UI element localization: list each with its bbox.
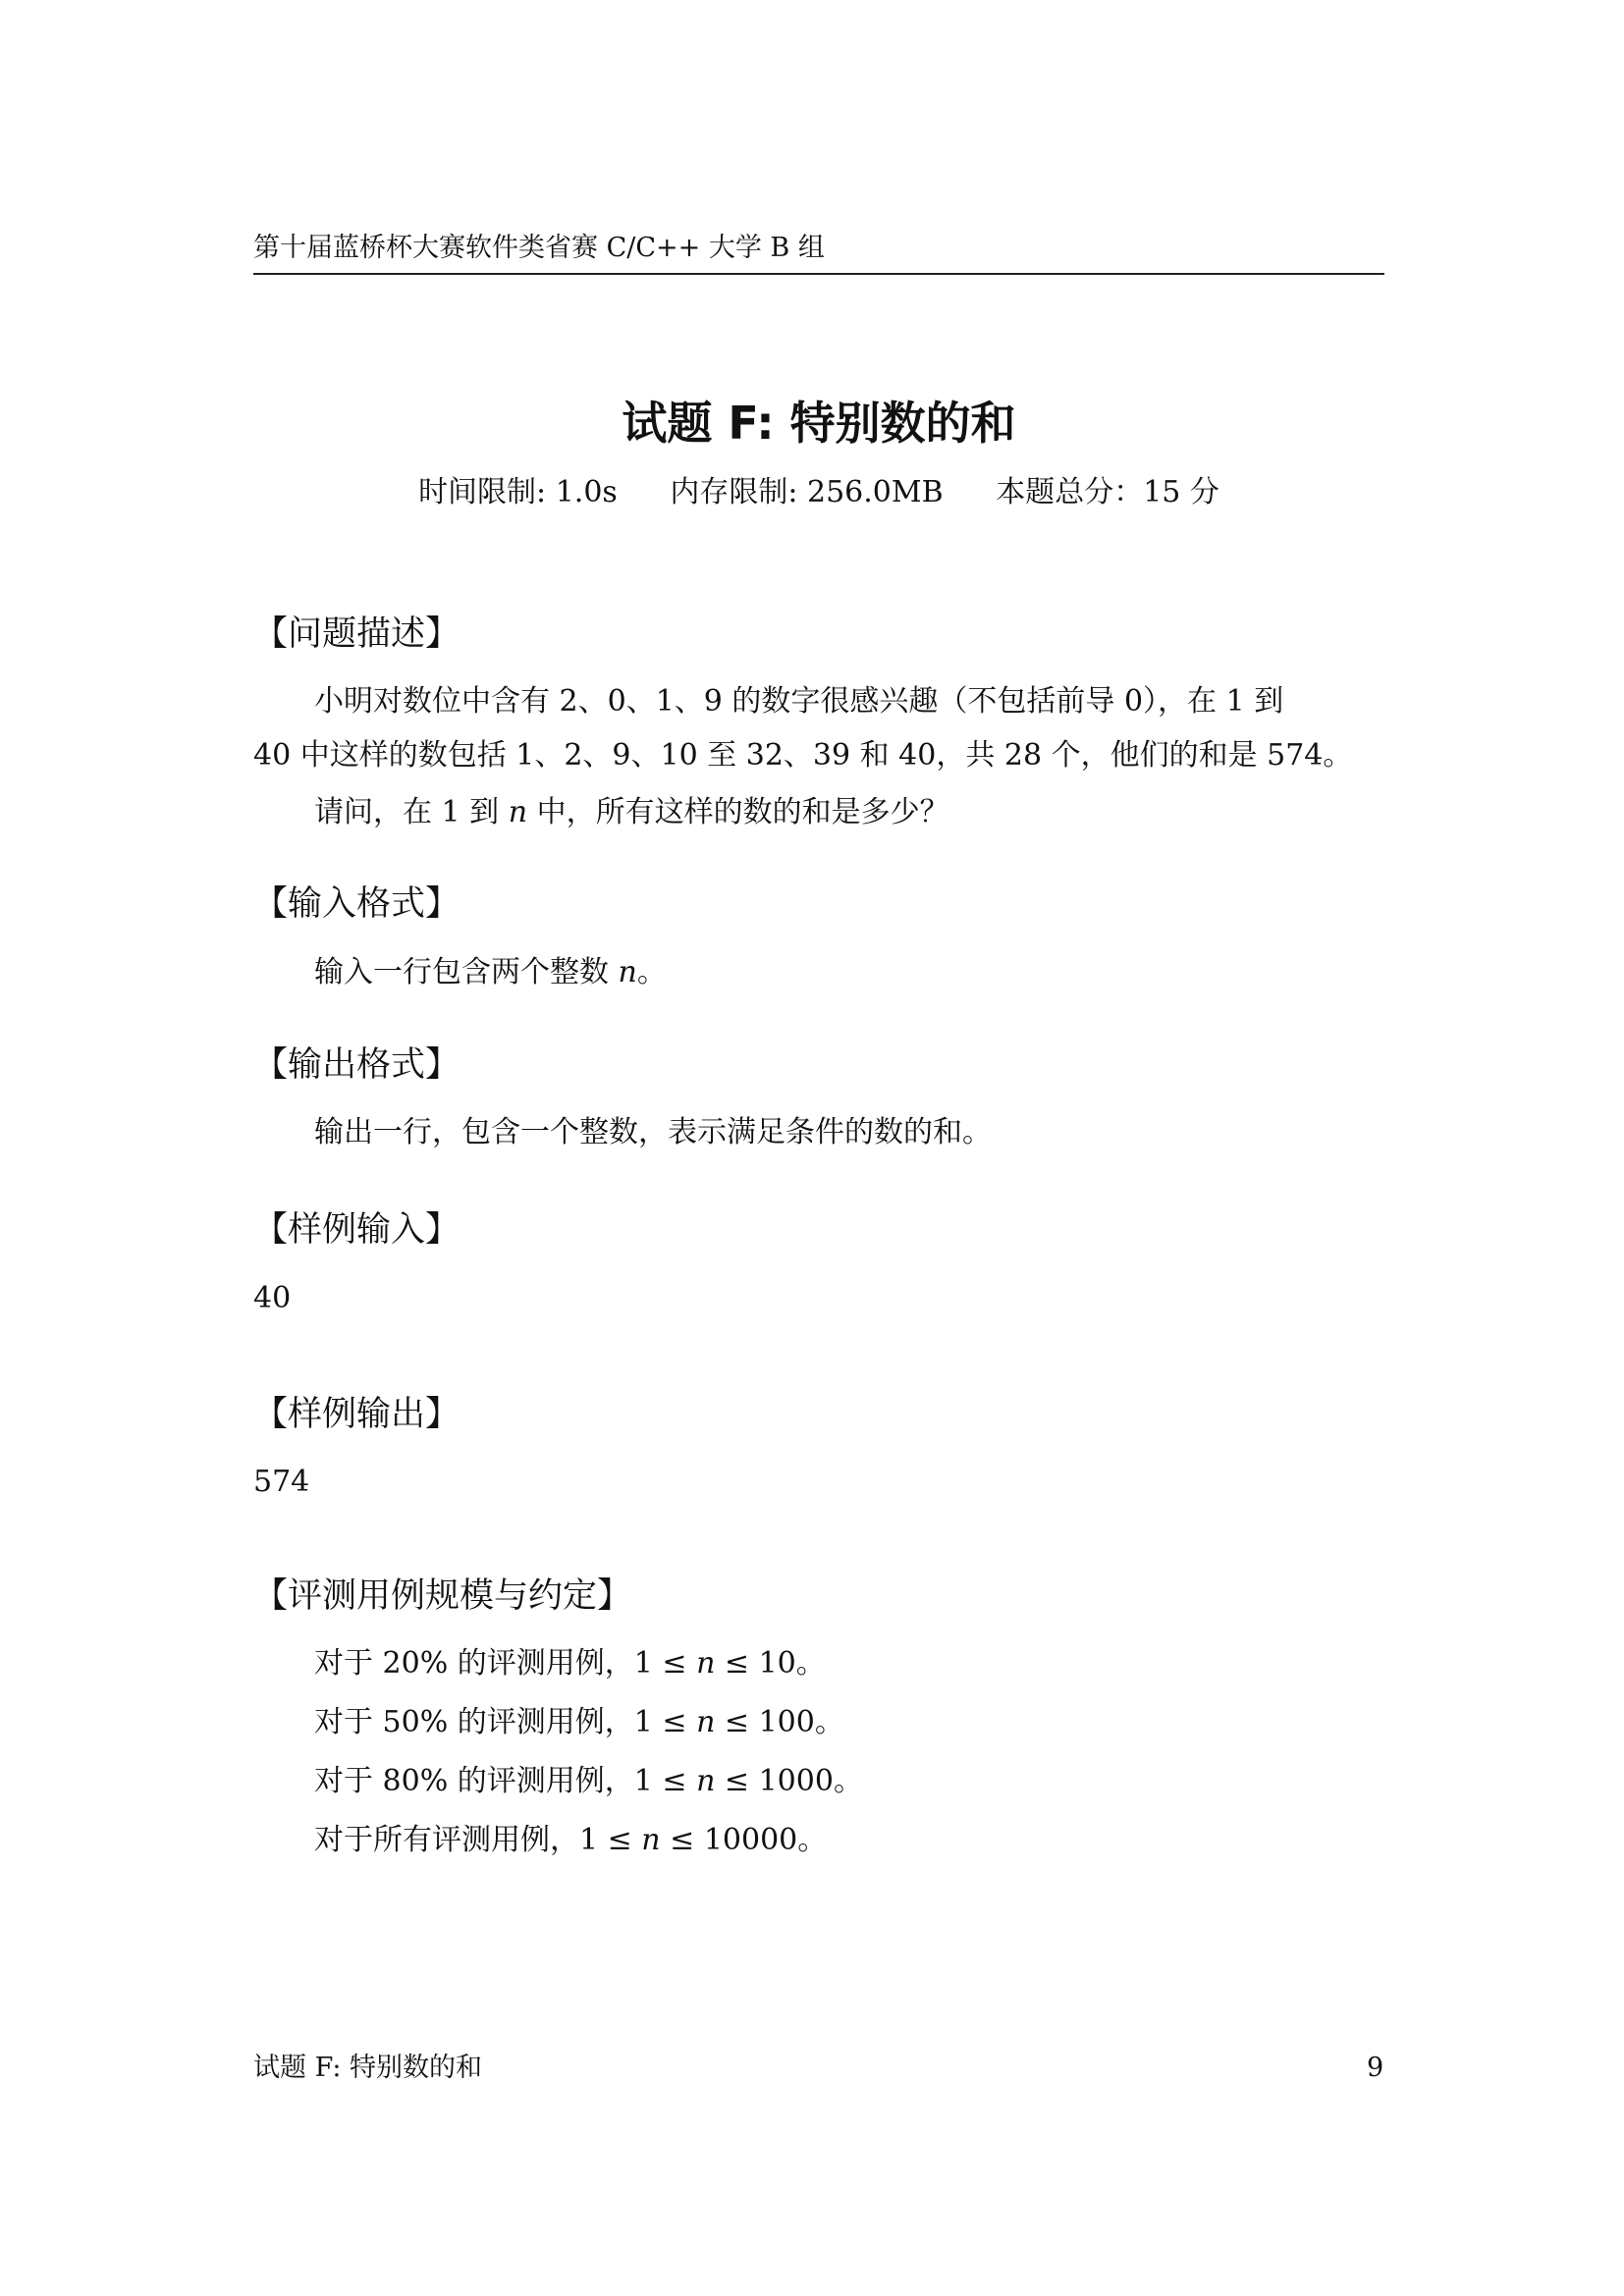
description-line-3 <box>314 793 949 832</box>
input-format-post: 。 <box>636 955 667 989</box>
sample-input-value: 40 <box>253 1281 292 1315</box>
output-format-heading: 【输出格式】 <box>253 1045 460 1085</box>
constraint-item-pre: 对于所有评测用例，1 ≤ <box>314 1823 642 1857</box>
sample-output-value: 574 <box>253 1465 310 1499</box>
memory-limit: 内存限制: 256.0MB <box>670 475 944 509</box>
constraint-item-post: ≤ 10000。 <box>660 1823 828 1857</box>
description-line-2: 40 中这样的数包括 1、2、9、10 至 32、39 和 40，共 28 个，他们的和是 574。 <box>253 738 1353 773</box>
constraint-item-pre: 对于 80% 的评测用例，1 ≤ <box>314 1764 697 1798</box>
description-heading: 【问题描述】 <box>253 614 460 654</box>
sample-output-heading: 【样例输出】 <box>253 1395 460 1434</box>
time-limit: 时间限制: 1.0s <box>418 475 618 509</box>
input-format-text <box>314 953 667 992</box>
constraint-item-pre: 对于 50% 的评测用例，1 ≤ <box>314 1705 697 1739</box>
sample-input-heading: 【样例输入】 <box>253 1210 460 1250</box>
constraint-item-post: ≤ 100。 <box>715 1705 844 1739</box>
constraint-item-post: ≤ 10。 <box>715 1646 826 1681</box>
variable-n: n <box>618 955 637 989</box>
constraint-item-pre: 对于 20% 的评测用例，1 ≤ <box>314 1646 697 1681</box>
constraint-item-post: ≤ 1000。 <box>715 1764 863 1798</box>
running-footer-title: 试题 F: 特别数的和 <box>253 2053 483 2083</box>
input-format-heading: 【输入格式】 <box>253 884 460 924</box>
total-score: 本题总分：15 分 <box>996 475 1219 509</box>
input-format-pre: 输入一行包含两个整数 <box>314 955 619 989</box>
constraint-item <box>314 1762 863 1801</box>
description-line-3-post: 中，所有这样的数的和是多少？ <box>527 795 949 829</box>
variable-n: n <box>696 1705 716 1739</box>
variable-n: n <box>641 1823 661 1857</box>
output-format-text: 输出一行，包含一个整数，表示满足条件的数的和。 <box>314 1115 992 1149</box>
page-number: 9 <box>1367 2053 1384 2083</box>
variable-n: n <box>696 1646 716 1681</box>
description-line-1: 小明对数位中含有 2、0、1、9 的数字很感兴趣（不包括前导 0），在 1 到 <box>314 684 1284 719</box>
constraint-item <box>314 1644 826 1683</box>
constraint-item <box>314 1821 827 1860</box>
constraint-item <box>314 1703 844 1742</box>
constraints-heading: 【评测用例规模与约定】 <box>253 1576 632 1616</box>
running-header <box>253 228 1384 275</box>
problem-title: 试题 F: 特别数的和 <box>622 397 1016 450</box>
running-header-text: 第十届蓝桥杯大赛软件类省赛 C/C++ 大学 B 组 <box>253 233 825 263</box>
variable-n: n <box>508 795 528 829</box>
problem-meta <box>253 473 1384 512</box>
description-line-3-pre: 请问，在 1 到 <box>314 795 509 829</box>
variable-n: n <box>696 1764 716 1798</box>
